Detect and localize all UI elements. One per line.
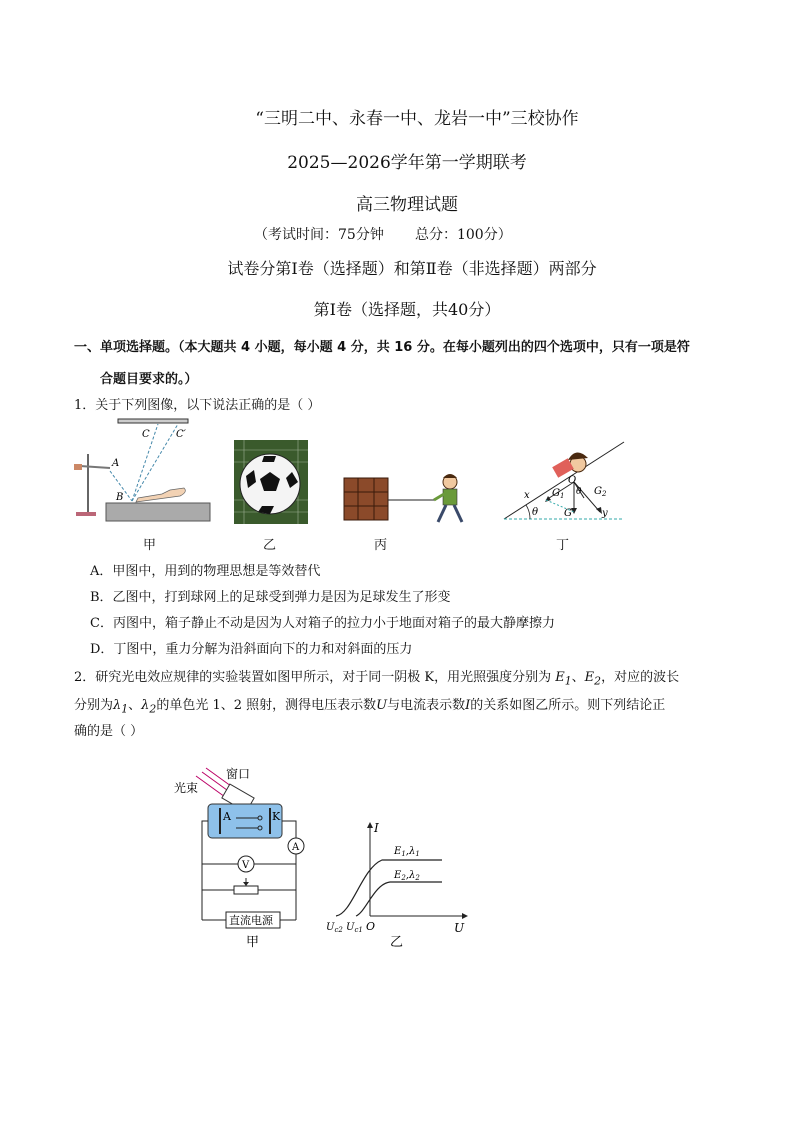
var-U: U (376, 698, 388, 713)
exam-title: 高三物理试题 (356, 195, 458, 215)
exam-total: 总分：100分） (414, 227, 512, 243)
label-window: 窗口 (226, 767, 251, 781)
exam-time: （考试时间：75分钟 (254, 227, 384, 243)
section1-heading-line1: 一、单项选择题。（本大题共 4 小题，每小题 4 分，共 16 分。在每小题列出的四个选项中，只有一项是符 (74, 340, 690, 355)
q1-stem: 1．关于下列图像，以下说法正确的是（ ） (74, 398, 321, 413)
q2-figure-yi-graph (322, 818, 472, 952)
q2-caption-yi: 乙 (390, 935, 404, 950)
label-C: C (142, 429, 150, 440)
var-lambda2: $\lambda_2$ (141, 698, 157, 716)
curve-label-E1: $E_1,\lambda_1$ (394, 846, 420, 858)
label-G2: $G_2$ (594, 486, 607, 498)
var-lambda1: $\lambda_1$ (113, 698, 129, 716)
label-B: B (116, 492, 124, 503)
exam-time-info (254, 224, 512, 244)
label-voltmeter: V (242, 860, 250, 871)
part1-heading: 第Ⅰ卷（选择题，共40分） (313, 300, 501, 319)
label-G1: $G_1$ (552, 488, 565, 500)
label-O: O (568, 475, 577, 486)
q1-option-c: C．丙图中，箱子静止不动是因为人对箱子的拉力小于地面对箱子的最大静摩擦力 (90, 616, 555, 631)
exam-header-term: 2025—2026学年第一学期联考 (287, 153, 527, 173)
var-E2: $E_2$ (584, 670, 602, 688)
label-ammeter: A (292, 842, 300, 853)
label-G: G (564, 508, 572, 519)
q1-option-d: D．丁图中，重力分解为沿斜面向下的力和对斜面的压力 (90, 642, 413, 657)
label-cathode: K (272, 810, 281, 823)
label-x: x (524, 490, 530, 501)
origin-label-O: O (366, 920, 376, 933)
label-y: y (602, 508, 608, 519)
q1-option-a: A．甲图中，用到的物理思想是等效替代 (90, 564, 321, 579)
label-light-beam: 光束 (174, 781, 199, 795)
label-anode: A (223, 810, 231, 823)
q2-stem-line3: 确的是（ ） (74, 724, 144, 739)
q2-caption-jia: 甲 (246, 935, 260, 950)
var-E1: $E_1$ (555, 670, 572, 688)
q2-stem-line1: 2．研究光电效应规律的实验装置如图甲所示，对于同一阴极 K，用光照强度分别为 $E_1$、$E_2$，对应的波长 (74, 670, 680, 688)
var-I: I (465, 698, 471, 713)
q1-figure-yi (234, 440, 308, 524)
section1-heading-line2: 合题目要求的。） (100, 372, 198, 387)
axis-label-U: U (454, 921, 465, 935)
q1-option-b: B．乙图中，打到球网上的足球受到弹力是因为足球发生了形变 (90, 590, 451, 605)
q2-figure-jia-circuit (168, 762, 318, 952)
q1-caption-yi: 乙 (263, 538, 277, 553)
axis-label-I: I (374, 821, 379, 835)
curve-E2 (356, 882, 442, 916)
label-Uc1: $U_{c1}$ (346, 922, 363, 934)
q1-caption-bing: 丙 (374, 538, 388, 553)
exam-structure-note: 试卷分第Ⅰ卷（选择题）和第Ⅱ卷（非选择题）两部分 (227, 259, 597, 278)
curve-label-E2: $E_2,\lambda_2$ (394, 870, 420, 882)
label-theta: θ (532, 507, 539, 518)
q1-caption-jia: 甲 (143, 538, 157, 553)
q1-figure-ding (500, 436, 630, 526)
label-dc-source: 直流电源 (229, 914, 273, 927)
curve-E1 (336, 860, 442, 916)
exam-header-schools: “三明二中、永春一中、龙岩一中”三校协作 (255, 109, 579, 129)
label-A: A (112, 458, 120, 469)
label-Uc2: $U_{c2}$ (326, 922, 343, 934)
q1-caption-ding: 丁 (556, 538, 570, 553)
q2-stem-line2: 分别为$\lambda_1$、$\lambda_2$的单色光 1、2 照射，测得电压表示数U与电流表示数I的关系如图乙所示。则下列结论正 (74, 698, 666, 716)
q1-figure-jia (70, 416, 215, 528)
q1-figure-bing (340, 470, 470, 528)
label-theta-2: θ (576, 487, 582, 497)
label-C-prime: C′ (176, 429, 186, 440)
